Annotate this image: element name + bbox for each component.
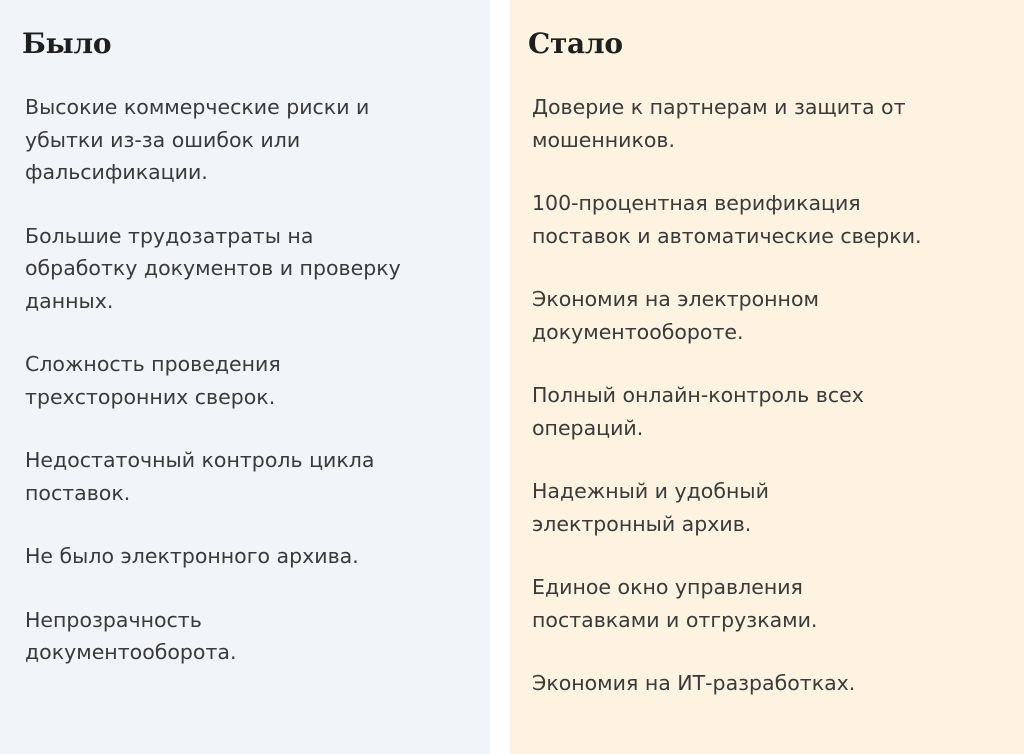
before-item: Недостаточный контроль цикла поставок. (25, 448, 375, 505)
after-item: Экономия на электронном документообороте. (532, 287, 819, 344)
before-item: Не было электронного архива. (25, 544, 359, 568)
before-heading: Было (22, 27, 112, 60)
after-item: Полный онлайн-контроль всех операций. (532, 383, 864, 440)
after-item: 100-процентная верификация поставок и автоматические сверки. (532, 191, 922, 248)
after-item: Надежный и удобный электронный архив. (532, 479, 769, 536)
before-item: Высокие коммерческие риски и убытки из-за ошибок или фальсификации. (25, 95, 370, 184)
after-heading: Стало (528, 27, 623, 60)
after-list (532, 91, 992, 731)
after-item: Экономия на ИТ-разработках. (532, 671, 856, 695)
after-item: Доверие к партнерам и защита от мошенников. (532, 95, 906, 152)
before-item: Непрозрачность документооборота. (25, 607, 237, 664)
before-item: Сложность проведения трехсторонних сверок. (25, 352, 281, 409)
after-item: Единое окно управления поставками и отгрузками. (532, 575, 818, 632)
before-item: Большие трудозатраты на обработку документов и проверку данных. (25, 223, 401, 313)
before-column (0, 0, 490, 754)
before-list (25, 91, 455, 700)
after-column (510, 0, 1024, 754)
